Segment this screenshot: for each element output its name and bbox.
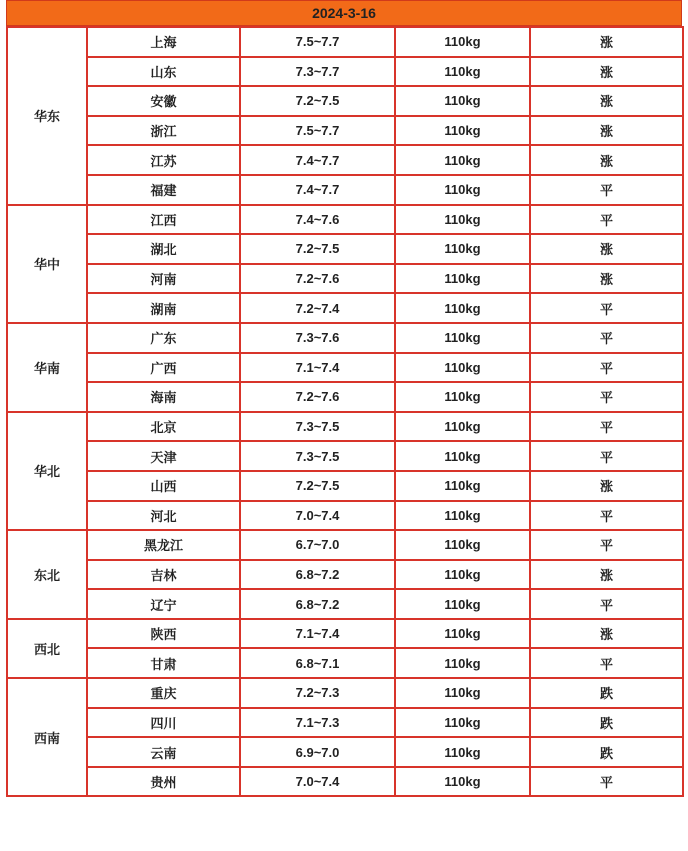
- table-row: [7, 737, 683, 767]
- table-row: [7, 560, 683, 590]
- province-cell: 海南: [87, 382, 240, 412]
- price-range-cell: 7.2~7.6: [240, 382, 395, 412]
- date-label: 2024-3-16: [312, 5, 376, 21]
- province-cell: 河北: [87, 501, 240, 531]
- trend-cell: 涨: [530, 264, 683, 294]
- price-range-cell: 7.1~7.3: [240, 708, 395, 738]
- price-range-cell: 7.3~7.6: [240, 323, 395, 353]
- trend-cell: 平: [530, 175, 683, 205]
- table-row: [7, 205, 683, 235]
- region-cell: 华北: [7, 412, 87, 530]
- price-range-cell: 6.9~7.0: [240, 737, 395, 767]
- price-range-cell: 7.5~7.7: [240, 116, 395, 146]
- price-range-cell: 6.8~7.1: [240, 648, 395, 678]
- province-cell: 上海: [87, 27, 240, 57]
- price-range-cell: 7.1~7.4: [240, 619, 395, 649]
- price-range-cell: 7.2~7.5: [240, 471, 395, 501]
- trend-cell: 涨: [530, 560, 683, 590]
- trend-cell: 涨: [530, 86, 683, 116]
- date-header: [6, 0, 682, 26]
- province-cell: 贵州: [87, 767, 240, 797]
- trend-cell: 平: [530, 323, 683, 353]
- table-row: [7, 264, 683, 294]
- province-cell: 四川: [87, 708, 240, 738]
- trend-cell: 平: [530, 412, 683, 442]
- region-cell: 西南: [7, 678, 87, 796]
- trend-cell: 跌: [530, 737, 683, 767]
- price-range-cell: 7.4~7.7: [240, 145, 395, 175]
- table-row: [7, 678, 683, 708]
- table-row: [7, 86, 683, 116]
- price-range-cell: 7.2~7.5: [240, 86, 395, 116]
- weight-cell: 110kg: [395, 501, 530, 531]
- weight-cell: 110kg: [395, 382, 530, 412]
- table-row: [7, 589, 683, 619]
- trend-cell: 平: [530, 648, 683, 678]
- trend-cell: 涨: [530, 27, 683, 57]
- weight-cell: 110kg: [395, 441, 530, 471]
- trend-cell: 平: [530, 382, 683, 412]
- trend-cell: 涨: [530, 234, 683, 264]
- table-row: [7, 441, 683, 471]
- weight-cell: 110kg: [395, 175, 530, 205]
- province-cell: 甘肃: [87, 648, 240, 678]
- price-range-cell: 7.0~7.4: [240, 767, 395, 797]
- price-range-cell: 6.8~7.2: [240, 589, 395, 619]
- price-range-cell: 7.2~7.5: [240, 234, 395, 264]
- table-row: [7, 648, 683, 678]
- province-cell: 辽宁: [87, 589, 240, 619]
- trend-cell: 平: [530, 767, 683, 797]
- table-row: [7, 323, 683, 353]
- trend-cell: 涨: [530, 57, 683, 87]
- price-table-body: [7, 27, 683, 796]
- trend-cell: 平: [530, 205, 683, 235]
- price-sheet: [6, 0, 682, 848]
- province-cell: 北京: [87, 412, 240, 442]
- province-cell: 山东: [87, 57, 240, 87]
- table-row: [7, 767, 683, 797]
- province-cell: 江西: [87, 205, 240, 235]
- province-cell: 天津: [87, 441, 240, 471]
- table-row: [7, 27, 683, 57]
- trend-cell: 平: [530, 530, 683, 560]
- weight-cell: 110kg: [395, 264, 530, 294]
- region-cell: 华东: [7, 27, 87, 205]
- weight-cell: 110kg: [395, 234, 530, 264]
- table-row: [7, 116, 683, 146]
- region-cell: 华中: [7, 205, 87, 323]
- region-cell: 西北: [7, 619, 87, 678]
- price-range-cell: 7.2~7.4: [240, 293, 395, 323]
- weight-cell: 110kg: [395, 471, 530, 501]
- price-range-cell: 7.3~7.5: [240, 412, 395, 442]
- trend-cell: 跌: [530, 708, 683, 738]
- weight-cell: 110kg: [395, 560, 530, 590]
- province-cell: 陕西: [87, 619, 240, 649]
- weight-cell: 110kg: [395, 589, 530, 619]
- trend-cell: 涨: [530, 471, 683, 501]
- province-cell: 浙江: [87, 116, 240, 146]
- weight-cell: 110kg: [395, 412, 530, 442]
- province-cell: 湖北: [87, 234, 240, 264]
- table-row: [7, 175, 683, 205]
- trend-cell: 平: [530, 501, 683, 531]
- trend-cell: 平: [530, 589, 683, 619]
- table-row: [7, 708, 683, 738]
- trend-cell: 涨: [530, 116, 683, 146]
- trend-cell: 跌: [530, 678, 683, 708]
- table-row: [7, 530, 683, 560]
- province-cell: 广西: [87, 353, 240, 383]
- province-cell: 湖南: [87, 293, 240, 323]
- province-cell: 河南: [87, 264, 240, 294]
- price-range-cell: 7.3~7.7: [240, 57, 395, 87]
- price-range-cell: 7.2~7.3: [240, 678, 395, 708]
- trend-cell: 平: [530, 441, 683, 471]
- weight-cell: 110kg: [395, 353, 530, 383]
- table-row: [7, 382, 683, 412]
- weight-cell: 110kg: [395, 767, 530, 797]
- price-range-cell: 7.5~7.7: [240, 27, 395, 57]
- price-range-cell: 7.4~7.6: [240, 205, 395, 235]
- table-row: [7, 501, 683, 531]
- trend-cell: 涨: [530, 619, 683, 649]
- price-range-cell: 7.1~7.4: [240, 353, 395, 383]
- table-row: [7, 619, 683, 649]
- price-table: [6, 26, 684, 797]
- province-cell: 安徽: [87, 86, 240, 116]
- province-cell: 重庆: [87, 678, 240, 708]
- weight-cell: 110kg: [395, 27, 530, 57]
- price-range-cell: 7.0~7.4: [240, 501, 395, 531]
- table-row: [7, 353, 683, 383]
- price-range-cell: 7.2~7.6: [240, 264, 395, 294]
- weight-cell: 110kg: [395, 619, 530, 649]
- price-range-cell: 6.8~7.2: [240, 560, 395, 590]
- weight-cell: 110kg: [395, 116, 530, 146]
- table-row: [7, 234, 683, 264]
- trend-cell: 平: [530, 293, 683, 323]
- region-cell: 东北: [7, 530, 87, 619]
- province-cell: 云南: [87, 737, 240, 767]
- weight-cell: 110kg: [395, 86, 530, 116]
- weight-cell: 110kg: [395, 737, 530, 767]
- province-cell: 江苏: [87, 145, 240, 175]
- table-row: [7, 145, 683, 175]
- province-cell: 山西: [87, 471, 240, 501]
- price-range-cell: 6.7~7.0: [240, 530, 395, 560]
- trend-cell: 平: [530, 353, 683, 383]
- weight-cell: 110kg: [395, 323, 530, 353]
- table-row: [7, 471, 683, 501]
- weight-cell: 110kg: [395, 57, 530, 87]
- province-cell: 吉林: [87, 560, 240, 590]
- region-cell: 华南: [7, 323, 87, 412]
- weight-cell: 110kg: [395, 530, 530, 560]
- weight-cell: 110kg: [395, 145, 530, 175]
- province-cell: 黑龙江: [87, 530, 240, 560]
- table-row: [7, 293, 683, 323]
- weight-cell: 110kg: [395, 205, 530, 235]
- price-range-cell: 7.4~7.7: [240, 175, 395, 205]
- price-range-cell: 7.3~7.5: [240, 441, 395, 471]
- province-cell: 广东: [87, 323, 240, 353]
- table-row: [7, 412, 683, 442]
- weight-cell: 110kg: [395, 648, 530, 678]
- trend-cell: 涨: [530, 145, 683, 175]
- table-row: [7, 57, 683, 87]
- weight-cell: 110kg: [395, 293, 530, 323]
- weight-cell: 110kg: [395, 708, 530, 738]
- province-cell: 福建: [87, 175, 240, 205]
- weight-cell: 110kg: [395, 678, 530, 708]
